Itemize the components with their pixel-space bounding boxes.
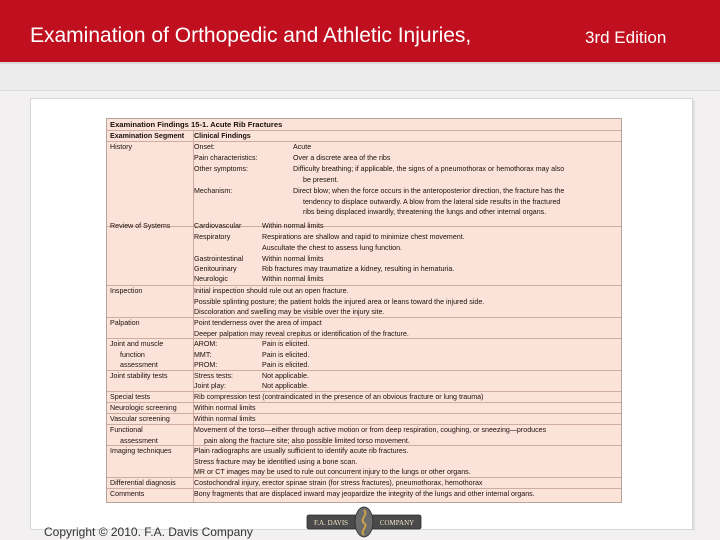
finding-value — [194, 318, 616, 339]
table-row-functional — [107, 425, 621, 446]
finding-value — [293, 164, 617, 185]
segment-label: Inspection — [110, 287, 143, 295]
segment-label: Palpation — [110, 319, 140, 327]
segment-label — [110, 339, 194, 371]
text-line: Direct blow; when the force occurs in the anteroposterior direction, the fracture has the — [293, 187, 565, 195]
edition-label: 3rd Edition — [585, 28, 667, 47]
table-row-palpation — [107, 318, 621, 339]
finding-label: Joint play: — [194, 382, 226, 390]
segment-label: Neurologic screening — [110, 404, 177, 412]
finding-value — [262, 232, 618, 253]
table-title-row — [107, 120, 621, 131]
finding-value: Within normal limits — [262, 275, 324, 283]
text-line: tendency to displace outwardly. A blow from the lateral side results in the fractured — [303, 197, 561, 206]
table-row-vascular — [107, 414, 621, 425]
finding-label: Stress tests: — [194, 372, 234, 380]
finding-value — [293, 186, 617, 218]
finding-value: Bony fragments that are displaced inward may jeopardize the integrity of the lungs and other internal organs. — [194, 490, 535, 498]
text-line: Possible splinting posture; the patient holds the injured area or leans toward the injured side. — [194, 297, 485, 306]
text-line: Initial inspection should rule out an open fracture. — [194, 287, 349, 295]
segment-label: Comments — [110, 490, 145, 498]
text-line: assessment — [120, 361, 158, 370]
finding-label: Pain characteristics: — [194, 154, 258, 162]
table-row-special — [107, 392, 621, 403]
finding-value: Not applicable. — [262, 372, 309, 380]
text-line: ribs being displaced inwardly, threatening the lungs and other internal organs. — [303, 208, 547, 217]
col-header-segment: Examination Segment — [110, 132, 185, 140]
text-line: Deeper palpation may reveal crepitus or identification of the fracture. — [194, 329, 409, 338]
finding-value: Not applicable. — [262, 382, 309, 390]
text-line: Joint and muscle — [110, 340, 164, 348]
text-line: be present. — [303, 175, 339, 184]
slide-title: Examination of Orthopedic and Athletic Injuries, — [30, 24, 472, 47]
text-line: Movement of the torso—either through active motion or from deep respiration, coughing, or sneezing—produces — [194, 426, 547, 434]
copyright-text: Copyright © 2010. F.A. Davis Company — [44, 525, 253, 539]
segment-label: Review of Systems — [110, 222, 171, 230]
finding-label: AROM: — [194, 340, 218, 348]
finding-value — [194, 446, 616, 478]
logo-text-right: COMPANY — [379, 519, 415, 527]
segment-label: Imaging techniques — [110, 447, 172, 455]
text-line: assessment — [120, 436, 158, 445]
finding-value: Within normal limits — [194, 415, 256, 423]
table-row-systems — [107, 221, 621, 286]
table-row-imaging — [107, 446, 621, 478]
finding-value: Costochondral injury, erector spinae strain (for stress fractures), pneumothorax, hemothorax — [194, 479, 483, 487]
table-row-rom — [107, 339, 621, 371]
text-line: function — [120, 350, 145, 359]
finding-value: Rib compression test (contraindicated in the presence of an obvious fracture or lung trauma) — [194, 393, 484, 401]
text-line: Discoloration and swelling may be visible over the injury site. — [194, 308, 385, 317]
finding-value: Pain is elicited. — [262, 351, 310, 359]
text-line: pain along the fracture site; also possible limited torso movement. — [204, 436, 410, 445]
segment-label: History — [110, 143, 133, 151]
finding-value — [194, 286, 616, 318]
table-row-neuroscreen — [107, 403, 621, 414]
findings-table — [106, 118, 622, 503]
table-row-stability — [107, 371, 621, 392]
finding-label: Genitourinary — [194, 265, 237, 273]
segment-label: Differential diagnosis — [110, 479, 176, 487]
finding-label: Onset: — [194, 143, 215, 151]
text-line: Point tenderness over the area of impact — [194, 319, 322, 327]
column-divider — [193, 131, 194, 502]
finding-value: Over a discrete area of the ribs — [293, 154, 391, 162]
logo-text-left: F.A. DAVIS — [313, 519, 349, 527]
finding-label: Neurologic — [194, 275, 228, 283]
text-line: MR or CT images may be used to rule out concurrent injury to the lungs or other organs. — [194, 468, 471, 477]
segment-label — [110, 425, 194, 446]
table-row-differential — [107, 478, 621, 489]
finding-value: Within normal limits — [262, 255, 324, 263]
text-line: Auscultate the chest to assess lung function. — [262, 243, 402, 252]
finding-value: Within normal limits — [262, 222, 324, 230]
finding-value: Rib fractures may traumatize a kidney, resulting in hematuria. — [262, 265, 455, 273]
title-bar — [0, 0, 720, 64]
text-line: Stress fracture may be identified using a bone scan. — [194, 457, 358, 466]
text-line: Respirations are shallow and rapid to minimize chest movement. — [262, 233, 465, 241]
panel-shadow — [693, 100, 695, 530]
finding-label: Respiratory — [194, 233, 231, 241]
finding-label: MMT: — [194, 351, 212, 359]
finding-value: Pain is elicited. — [262, 361, 310, 369]
table-row-history — [107, 142, 621, 227]
finding-value: Acute — [293, 143, 312, 151]
header-band — [0, 64, 720, 91]
finding-label: Mechanism: — [194, 187, 233, 195]
finding-label: PROM: — [194, 361, 218, 369]
finding-value: Pain is elicited. — [262, 340, 310, 348]
text-line: Difficulty breathing; if applicable, the signs of a pneumothorax or hemothorax may also — [293, 165, 565, 173]
segment-label: Joint stability tests — [110, 372, 168, 380]
text-line: Plain radiographs are usually sufficient to identify acute rib fractures. — [194, 447, 409, 455]
table-row-comments — [107, 489, 621, 499]
col-header-findings: Clinical Findings — [194, 132, 251, 140]
table-header-row — [107, 131, 621, 142]
segment-label: Vascular screening — [110, 415, 170, 423]
finding-label: Other symptoms: — [194, 165, 249, 173]
finding-value: Within normal limits — [194, 404, 256, 412]
fa-davis-logo — [305, 506, 423, 538]
finding-value — [194, 425, 616, 446]
table-row-inspection — [107, 286, 621, 318]
text-line: Functional — [110, 426, 143, 434]
segment-label: Special tests — [110, 393, 151, 401]
table-title: Examination Findings 15-1. Acute Rib Fractures — [110, 120, 283, 129]
finding-label: Cardiovascular — [194, 222, 242, 230]
finding-label: Gastrointestinal — [194, 255, 244, 263]
